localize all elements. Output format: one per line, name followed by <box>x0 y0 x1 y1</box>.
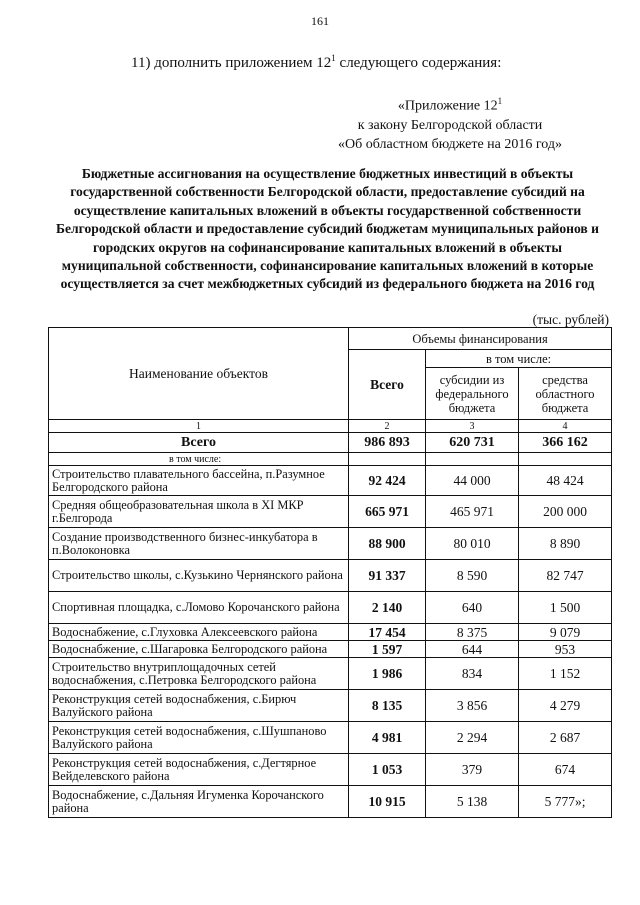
total-federal: 620 731 <box>426 433 519 453</box>
row-name: Реконструкция сетей водоснабжения, с.Шушпаново Валуйского района <box>49 722 349 754</box>
row-name: Реконструкция сетей водоснабжения, с.Дегтярное Вейделевского района <box>49 754 349 786</box>
row-federal: 3 856 <box>426 690 519 722</box>
row-name: Средняя общеобразовательная школа в XI МКР г.Белгорода <box>49 496 349 528</box>
appendix-block <box>320 92 580 154</box>
header-regional: средства областного бюджета <box>519 368 612 420</box>
row-total: 88 900 <box>349 528 426 560</box>
appendix-line2: к закону Белгородской области <box>357 117 543 133</box>
row-name: Реконструкция сетей водоснабжения, с.Бирюч Валуйского района <box>49 690 349 722</box>
header-including: в том числе: <box>426 350 612 368</box>
header-name: Наименование объектов <box>49 328 349 420</box>
row-total: 1 597 <box>349 641 426 658</box>
row-total: 10 915 <box>349 786 426 818</box>
row-name: Строительство внутриплощадочных сетей водоснабжения, с.Петровка Белгородского района <box>49 658 349 690</box>
header-federal: субсидии из федерального бюджета <box>426 368 519 420</box>
row-federal: 2 294 <box>426 722 519 754</box>
row-federal: 640 <box>426 592 519 624</box>
table-row <box>49 592 612 624</box>
row-federal: 8 590 <box>426 560 519 592</box>
row-federal: 5 138 <box>426 786 519 818</box>
row-regional: 4 279 <box>519 690 612 722</box>
table-row <box>49 496 612 528</box>
row-total: 1 053 <box>349 754 426 786</box>
total-label: Всего <box>49 433 349 453</box>
table-row <box>49 641 612 658</box>
table-row <box>49 466 612 496</box>
row-regional: 2 687 <box>519 722 612 754</box>
col-number-2: 2 <box>349 420 426 433</box>
appendix-sup: 1 <box>497 96 503 106</box>
row-name: Создание производственного бизнес-инкубатора в п.Волоконовка <box>49 528 349 560</box>
row-name: Водоснабжение, с.Дальняя Игуменка Корочанского района <box>49 786 349 818</box>
intro-suffix: следующего содержания: <box>335 55 502 71</box>
table-row <box>49 754 612 786</box>
table-row <box>49 624 612 641</box>
row-regional: 82 747 <box>519 560 612 592</box>
total-regional: 366 162 <box>519 433 612 453</box>
appendix-title <box>320 92 580 116</box>
table-body <box>49 466 612 818</box>
appendix-line3: «Об областном бюджете на 2016 год» <box>338 136 562 152</box>
appendix-line1: «Приложение 12 <box>397 98 498 114</box>
row-regional: 48 424 <box>519 466 612 496</box>
row-name: Строительство плавательного бассейна, п.Разумное Белгородского района <box>49 466 349 496</box>
row-regional: 1 152 <box>519 658 612 690</box>
row-regional: 674 <box>519 754 612 786</box>
including-label: в том числе: <box>49 453 349 466</box>
row-regional: 8 890 <box>519 528 612 560</box>
row-regional: 200 000 <box>519 496 612 528</box>
col-number-4: 4 <box>519 420 612 433</box>
row-regional: 5 777»; <box>519 786 612 818</box>
row-total: 1 986 <box>349 658 426 690</box>
intro-line <box>131 53 501 72</box>
row-name: Строительство школы, с.Кузькино Чернянского района <box>49 560 349 592</box>
budget-table <box>48 327 612 818</box>
header-volumes: Объемы финансирования <box>349 328 612 350</box>
col-number-1: 1 <box>49 420 349 433</box>
row-name: Водоснабжение, с.Глуховка Алексеевского района <box>49 624 349 641</box>
document-heading: Бюджетные ассигнования на осуществление бюджетных инвестиций в объекты государственной собственности Белгородской области, предоставление субсидий на осуществление капитальных вложений в объекты государственной собственности Белгородской области и предоставление субсидий бюджетам муниципальных районов и городских округов на софинансирование капитальных вложений в объекты муниципальной собственности, софинансирование капитальных вложений в которые осуществляется за счет межбюджетных субсидий из федерального бюджета на 2016 год <box>55 166 599 292</box>
table-row <box>49 560 612 592</box>
row-total: 8 135 <box>349 690 426 722</box>
table-row <box>49 658 612 690</box>
row-federal: 379 <box>426 754 519 786</box>
row-name: Спортивная площадка, с.Ломово Корочанского района <box>49 592 349 624</box>
row-regional: 953 <box>519 641 612 658</box>
row-federal: 644 <box>426 641 519 658</box>
row-federal: 8 375 <box>426 624 519 641</box>
row-total: 4 981 <box>349 722 426 754</box>
table-row <box>49 690 612 722</box>
row-total: 92 424 <box>349 466 426 496</box>
total-sum: 986 893 <box>349 433 426 453</box>
row-regional: 1 500 <box>519 592 612 624</box>
row-federal: 80 010 <box>426 528 519 560</box>
row-total: 17 454 <box>349 624 426 641</box>
units-label: (тыс. рублей) <box>532 312 609 327</box>
row-federal: 465 971 <box>426 496 519 528</box>
row-federal: 44 000 <box>426 466 519 496</box>
intro-sup: 1 <box>331 53 336 63</box>
col-number-3: 3 <box>426 420 519 433</box>
row-regional: 9 079 <box>519 624 612 641</box>
header-total: Всего <box>349 350 426 420</box>
row-federal: 834 <box>426 658 519 690</box>
intro-text: 11) дополнить приложением 12 <box>131 55 332 71</box>
page-number: 161 <box>311 14 329 28</box>
table-row <box>49 786 612 818</box>
row-total: 2 140 <box>349 592 426 624</box>
row-total: 665 971 <box>349 496 426 528</box>
table-row <box>49 722 612 754</box>
row-total: 91 337 <box>349 560 426 592</box>
row-name: Водоснабжение, с.Шагаровка Белгородского района <box>49 641 349 658</box>
table-row <box>49 528 612 560</box>
